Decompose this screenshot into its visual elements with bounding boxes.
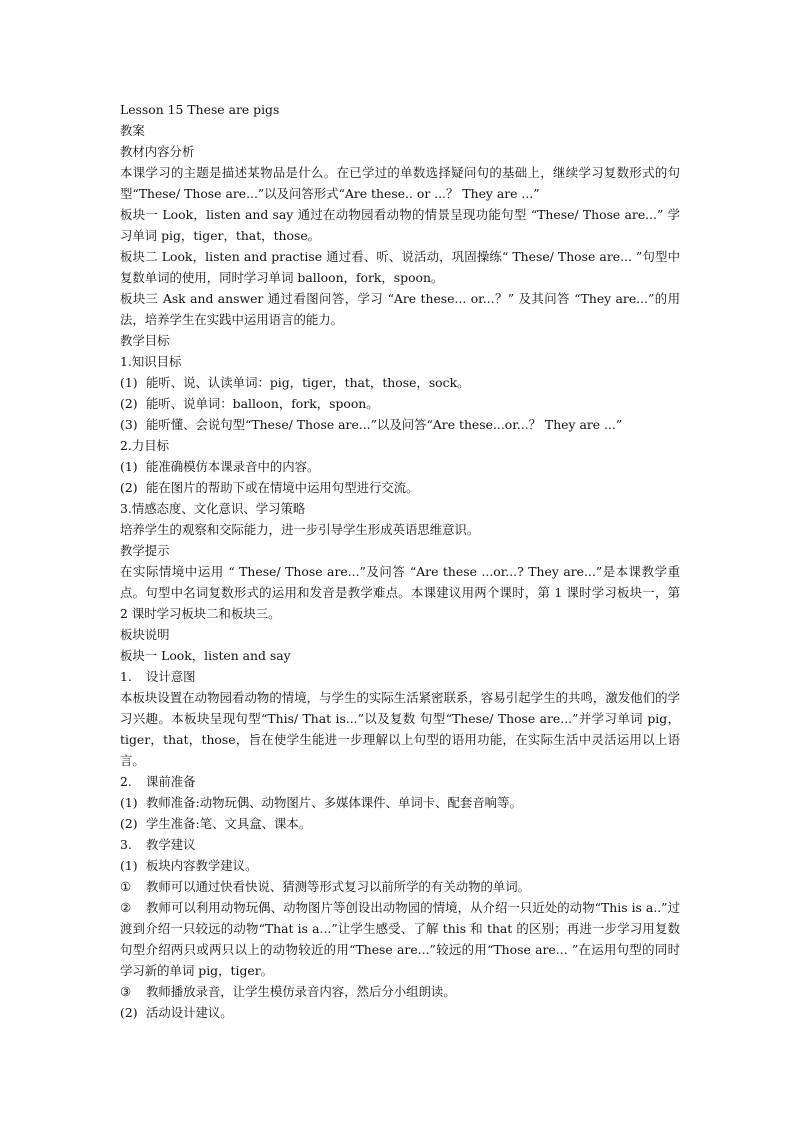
goal-ability-item-2 (120, 477, 680, 498)
heading-jiaoan: 教案 (120, 123, 145, 138)
step-number: ① (120, 879, 132, 894)
lesson-plan-document (120, 99, 680, 1023)
heading-block-notes: 板块说明 (120, 627, 170, 642)
section-design-title (120, 666, 680, 687)
block1-description: 板块一 Look，listen and say 通过在动物园看动物的情景呈现功能句型 “These/ Those are...” 学习单词 pig，tiger，that，those。 (120, 207, 680, 243)
item-text: 能听、说、认读单词：pig，tiger，that，those，sock。 (145, 375, 470, 390)
item-text: 能准确模仿本课录音中的内容。 (145, 459, 320, 474)
suggestion-step-1 (120, 876, 680, 897)
step-text: 教师可以通过快看快说、猜测等形式复习以前所学的有关动物的单词。 (145, 879, 531, 894)
section-title: 教学建议 (145, 837, 196, 852)
item-number: (2) (120, 1005, 138, 1020)
suggestion-item-1 (120, 855, 680, 876)
preparation-item-1 (120, 792, 680, 813)
section-number: 2. (120, 774, 132, 789)
item-text: 板块内容教学建议。 (145, 858, 258, 873)
item-text: 能听、说单词：balloon，fork，spoon。 (145, 396, 379, 411)
item-number: (1) (120, 795, 138, 810)
item-number: (1) (120, 459, 138, 474)
step-number: ③ (120, 984, 132, 999)
block2-description: 板块二 Look，listen and practise 通过看、听、说活动，巩固操练“ These/ Those are... ”句型中复数单词的使用，同时学习单词 balloon，fork，spoon。 (120, 249, 680, 285)
section-preparation-title (120, 771, 680, 792)
goal-knowledge-title: 1.知识目标 (120, 354, 182, 369)
heading-content-analysis: 教材内容分析 (120, 144, 195, 159)
section-suggestions-title (120, 834, 680, 855)
section-title: 课前准备 (145, 774, 196, 789)
item-number: (2) (120, 816, 138, 831)
item-number: (2) (120, 480, 138, 495)
item-text: 学生准备:笔、文具盒、课本。 (145, 816, 312, 831)
teaching-tips-paragraph: 在实际情境中运用 “ These/ Those are...”及问答 “Are these ...or...? They are...”是本课教学重点。句型中名词复数形式的运用和发音是教学难点。本课建议用两个课时，第 1 课时学习板块一，第 2 课时学习板块二和板块三。 (120, 564, 680, 621)
preparation-item-2 (120, 813, 680, 834)
suggestion-step-3 (120, 981, 680, 1002)
item-text: 活动设计建议。 (145, 1005, 233, 1020)
item-text: 教师准备:动物玩偶、动物图片、多媒体课件、单词卡、配套音响等。 (145, 795, 522, 810)
lesson-title: Lesson 15 These are pigs (120, 102, 280, 117)
block1-title: 板块一 Look，listen and say (120, 648, 291, 663)
step-text: 教师可以利用动物玩偶、动物图片等创设出动物园的情境，从介绍一只近处的动物“This is a..”过渡到介绍一只较远的动物“That is a...”让学生感受、了解 this 和 that 的区别；再进一步学习用复数句型介绍两只或两只以上的动物较近的用“These are...”较远的用“Those are... ”在运用句型的同时学习新的单词 pig，tiger。 (120, 900, 680, 978)
goal-knowledge-item-1 (120, 372, 680, 393)
item-number: (2) (120, 396, 138, 411)
step-number: ② (120, 900, 132, 915)
goal-ability-item-1 (120, 456, 680, 477)
goal-ability-title: 2.力目标 (120, 438, 169, 453)
section-number: 3. (120, 837, 132, 852)
item-number: (3) (120, 417, 138, 432)
goal-affect-title: 3.情感态度、文化意识、学习策略 (120, 501, 306, 516)
design-intent-paragraph: 本板块设置在动物园看动物的情境，与学生的实际生活紧密联系，容易引起学生的共鸣，激发他们的学习兴趣。本板块呈现句型“This/ That is...”以及复数 句型“These/ Those are...”并学习单词 pig，tiger，that，those，旨在使学生能进一步理解以上句型的语用功能，在实际生活中灵活运用以上语言。 (120, 690, 680, 768)
suggestion-step-2 (120, 897, 680, 981)
goal-knowledge-item-3 (120, 414, 680, 435)
heading-teaching-goals: 教学目标 (120, 333, 170, 348)
section-title: 设计意图 (145, 669, 196, 684)
goal-affect-text: 培养学生的观察和交际能力，进一步引导学生形成英语思维意识。 (120, 522, 480, 537)
item-text: 能听懂、会说句型“These/ Those are...”以及问答“Are these...or...？ They are ...” (145, 417, 623, 432)
section-number: 1. (120, 669, 132, 684)
item-number: (1) (120, 858, 138, 873)
analysis-paragraph: 本课学习的主题是描述某物品是什么。在已学过的单数选择疑问句的基础上，继续学习复数形式的句型“These/ Those are...”以及问答形式“Are these.. or ...？ They are ...” (120, 165, 680, 201)
item-text: 能在图片的帮助下或在情境中运用句型进行交流。 (145, 480, 419, 495)
item-number: (1) (120, 375, 138, 390)
goal-knowledge-item-2 (120, 393, 680, 414)
block3-description: 板块三 Ask and answer 通过看图问答，学习 “Are these... or...？” 及其问答 “They are...”的用法，培养学生在实践中运用语言的能力。 (120, 291, 680, 327)
step-text: 教师播放录音，让学生模仿录音内容，然后分小组朗读。 (145, 984, 456, 999)
suggestion-item-2 (120, 1002, 680, 1023)
heading-teaching-tips: 教学提示 (120, 543, 170, 558)
